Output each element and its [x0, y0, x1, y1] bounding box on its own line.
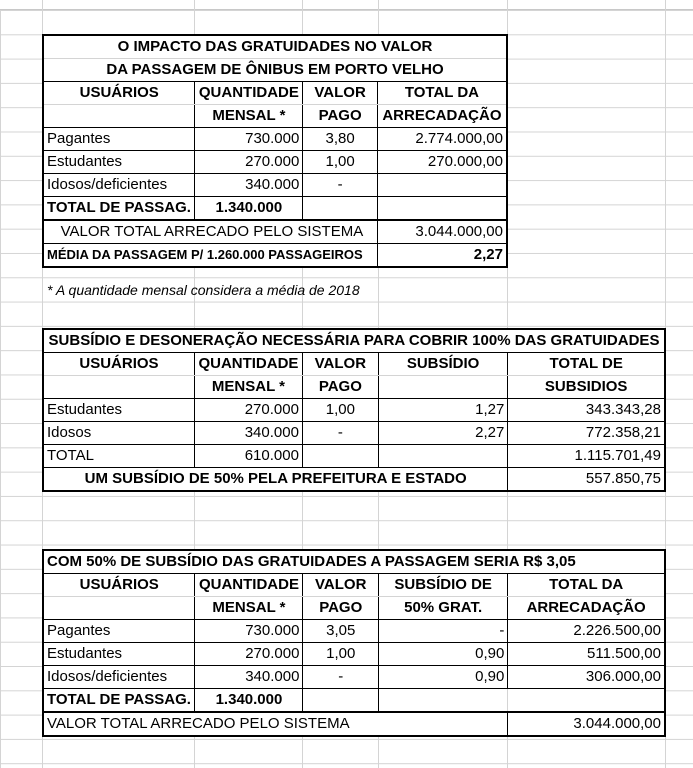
header-usuarios[interactable]: USUÁRIOS — [43, 82, 195, 105]
cell-total-quantidade[interactable]: 1.340.000 — [195, 689, 303, 713]
header-total-cont[interactable]: ARRECADAÇÃO — [508, 597, 665, 620]
cell-usuario[interactable]: Estudantes — [43, 399, 194, 422]
cell-quantidade[interactable]: 270.000 — [195, 151, 303, 174]
header-subsidio-cont[interactable]: 50% GRAT. — [378, 597, 507, 620]
table-impacto-gratuidades — [42, 34, 508, 268]
cell-arrecadado-value[interactable]: 3.044.000,00 — [377, 220, 507, 244]
table1-title-line1[interactable]: O IMPACTO DAS GRATUIDADES NO VALOR — [43, 35, 507, 59]
cell-total[interactable]: 306.000,00 — [508, 666, 665, 689]
table-passagem-com-subsidio — [42, 549, 666, 737]
cell-arrecadado-value[interactable]: 3.044.000,00 — [508, 712, 665, 736]
table2-title[interactable]: SUBSÍDIO E DESONERAÇÃO NECESSÁRIA PARA COBRIR 100% DAS GRATUIDADES — [43, 329, 665, 353]
cell-usuario[interactable]: TOTAL — [43, 445, 194, 468]
header-subsidio[interactable]: SUBSÍDIO DE — [378, 574, 507, 597]
table1-title-line2[interactable]: DA PASSAGEM DE ÔNIBUS EM PORTO VELHO — [43, 59, 507, 82]
table-row — [43, 689, 665, 713]
header-total[interactable]: TOTAL DE — [508, 353, 665, 376]
cell-total-quantidade[interactable]: 1.340.000 — [195, 197, 303, 221]
cell-valor[interactable]: 3,80 — [303, 128, 378, 151]
cell-total-label[interactable]: TOTAL DE PASSAG. — [43, 689, 195, 713]
cell-subsidio[interactable]: 1,27 — [378, 399, 508, 422]
header-quantidade[interactable]: QUANTIDADE — [195, 82, 303, 105]
header-usuarios[interactable]: USUÁRIOS — [43, 574, 195, 597]
header-valor[interactable]: VALOR — [302, 353, 378, 376]
cell-media-value[interactable]: 2,27 — [377, 244, 507, 268]
header-usuarios[interactable]: USUÁRIOS — [43, 353, 194, 376]
table3-title[interactable]: COM 50% DE SUBSÍDIO DAS GRATUIDADES A PASSAGEM SERIA R$ 3,05 — [43, 550, 665, 574]
cell-total[interactable] — [377, 174, 507, 197]
cell-usuario[interactable]: Idosos/deficientes — [43, 174, 195, 197]
cell-quantidade[interactable]: 340.000 — [194, 422, 302, 445]
cell-empty[interactable] — [378, 689, 507, 713]
cell-arrecadado-label[interactable]: VALOR TOTAL ARRECADO PELO SISTEMA — [43, 220, 377, 244]
cell-total[interactable]: 2.226.500,00 — [508, 620, 665, 643]
header-total[interactable]: TOTAL DA — [508, 574, 665, 597]
table-row — [43, 666, 665, 689]
header-usuarios-cont[interactable] — [43, 105, 195, 128]
cell-quantidade[interactable]: 340.000 — [195, 174, 303, 197]
cell-total[interactable]: 2.774.000,00 — [377, 128, 507, 151]
cell-quantidade[interactable]: 730.000 — [195, 128, 303, 151]
cell-subsidio[interactable]: 0,90 — [378, 643, 507, 666]
header-quantidade-cont[interactable]: MENSAL * — [195, 105, 303, 128]
table-row — [43, 151, 507, 174]
cell-quantidade[interactable]: 730.000 — [195, 620, 303, 643]
cell-total-label[interactable]: TOTAL DE PASSAG. — [43, 197, 195, 221]
table-row — [43, 620, 665, 643]
header-valor-cont[interactable]: PAGO — [303, 105, 378, 128]
header-quantidade-cont[interactable]: MENSAL * — [194, 376, 302, 399]
header-quantidade[interactable]: QUANTIDADE — [195, 574, 303, 597]
cell-subsidio[interactable]: 0,90 — [378, 666, 507, 689]
header-valor[interactable]: VALOR — [303, 574, 379, 597]
header-usuarios-cont[interactable] — [43, 597, 195, 620]
table-row — [43, 643, 665, 666]
header-subsidio-cont[interactable] — [378, 376, 508, 399]
header-usuarios-cont[interactable] — [43, 376, 194, 399]
cell-valor[interactable]: 1,00 — [302, 399, 378, 422]
cell-valor[interactable]: 1,00 — [303, 643, 379, 666]
cell-total[interactable]: 511.500,00 — [508, 643, 665, 666]
cell-subsidio[interactable] — [378, 445, 508, 468]
cell-subsidio[interactable]: 2,27 — [378, 422, 508, 445]
header-quantidade-cont[interactable]: MENSAL * — [195, 597, 303, 620]
cell-usuario[interactable]: Idosos/deficientes — [43, 666, 195, 689]
table-row — [43, 220, 507, 244]
cell-usuario[interactable]: Estudantes — [43, 643, 195, 666]
cell-usuario[interactable]: Pagantes — [43, 128, 195, 151]
cell-media-label[interactable]: MÉDIA DA PASSAGEM P/ 1.260.000 PASSAGEIROS — [43, 244, 377, 268]
cell-valor[interactable] — [302, 445, 378, 468]
cell-total[interactable]: 343.343,28 — [508, 399, 665, 422]
cell-arrecadado-label[interactable]: VALOR TOTAL ARRECADO PELO SISTEMA — [43, 712, 508, 736]
cell-empty[interactable] — [303, 689, 379, 713]
cell-usuario[interactable]: Idosos — [43, 422, 194, 445]
header-valor-cont[interactable]: PAGO — [302, 376, 378, 399]
cell-quantidade[interactable]: 270.000 — [195, 643, 303, 666]
cell-footer-label[interactable]: UM SUBSÍDIO DE 50% PELA PREFEITURA E ESTADO — [43, 468, 508, 492]
header-total-cont[interactable]: ARRECADAÇÃO — [377, 105, 507, 128]
table-row — [43, 468, 665, 492]
cell-total[interactable]: 772.358,21 — [508, 422, 665, 445]
cell-empty[interactable] — [303, 197, 378, 221]
cell-quantidade[interactable]: 270.000 — [194, 399, 302, 422]
table-row — [43, 174, 507, 197]
footnote-text[interactable]: * A quantidade mensal considera a média de 2018 — [47, 282, 360, 298]
cell-usuario[interactable]: Pagantes — [43, 620, 195, 643]
cell-valor[interactable]: - — [303, 666, 379, 689]
header-valor[interactable]: VALOR — [303, 82, 378, 105]
cell-quantidade[interactable]: 340.000 — [195, 666, 303, 689]
table-row — [43, 712, 665, 736]
cell-empty[interactable] — [508, 689, 665, 713]
table-row — [43, 445, 665, 468]
cell-usuario[interactable]: Estudantes — [43, 151, 195, 174]
header-total-cont[interactable]: SUBSIDIOS — [508, 376, 665, 399]
table-row — [43, 422, 665, 445]
header-total[interactable]: TOTAL DA — [377, 82, 507, 105]
column-header-strip — [0, 0, 693, 10]
cell-valor[interactable]: 3,05 — [303, 620, 379, 643]
table-row — [43, 128, 507, 151]
cell-total[interactable]: 270.000,00 — [377, 151, 507, 174]
table-subsidio-desoneracao — [42, 328, 666, 492]
cell-valor[interactable]: - — [303, 174, 378, 197]
cell-quantidade[interactable]: 610.000 — [194, 445, 302, 468]
cell-total[interactable]: 1.115.701,49 — [508, 445, 665, 468]
cell-valor[interactable]: - — [302, 422, 378, 445]
cell-empty[interactable] — [377, 197, 507, 221]
table-row — [43, 399, 665, 422]
cell-subsidio[interactable]: - — [378, 620, 507, 643]
header-valor-cont[interactable]: PAGO — [303, 597, 379, 620]
cell-valor[interactable]: 1,00 — [303, 151, 378, 174]
table-row — [43, 197, 507, 221]
table-row — [43, 244, 507, 268]
header-subsidio[interactable]: SUBSÍDIO — [378, 353, 508, 376]
header-quantidade[interactable]: QUANTIDADE — [194, 353, 302, 376]
cell-footer-value[interactable]: 557.850,75 — [508, 468, 665, 492]
